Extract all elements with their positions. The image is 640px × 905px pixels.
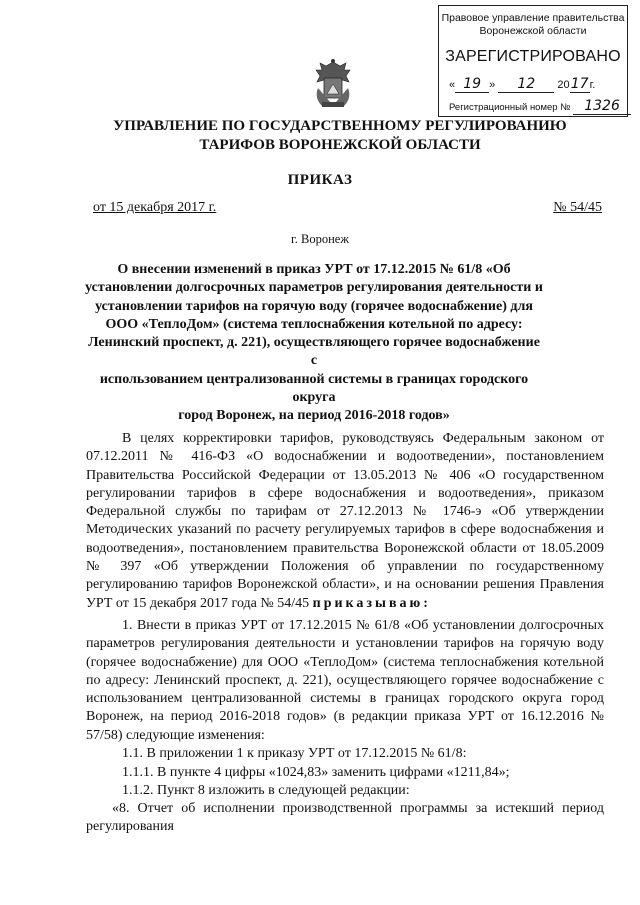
preamble-paragraph [86, 430, 604, 613]
stamp-reg-value: 1326 [573, 98, 631, 115]
item-8-line-1: «8. Отчет об исполнении производственной программы за истекший период [112, 801, 604, 816]
document-subject [84, 261, 544, 426]
organization-name-line-2: ТАРИФОВ ВОРОНЕЖСКОЙ ОБЛАСТИ [199, 137, 481, 153]
registration-stamp [438, 5, 628, 117]
stamp-date-year-prefix: 20 [557, 79, 570, 91]
subject-line: Ленинский проспект, д. 221), осуществляющего горячее водоснабжение с [88, 335, 540, 369]
stamp-date-suffix: г. [589, 79, 596, 91]
stamp-registered-label: ЗАРЕГИСТРИРОВАНО [445, 48, 621, 65]
subject-line: ООО «ТеплоДом» (система теплоснабжения котельной по адресу: [105, 316, 523, 332]
stamp-org-line: Воронежской области [479, 25, 587, 37]
stamp-date: « 19 » 12 2017г. [449, 76, 596, 92]
preamble-text: В целях корректировки тарифов, руководствуясь Федеральным законом от 07.12.2011 № 416-ФЗ «О водоснабжении и водоотведении», постановлением Правительства Российской Федерации от 13.05.2013 № 406 «О государственном регулировании тарифов в сфере водоснабжения и водоотведения», приказом Федеральной службы по тарифам от 27.12.2013 № 1746-э «Об утверждении Методических указаний по расчету регулируемых тарифов в сфере водоснабжения и водоотведения», постановлением правительства Воронежской области от 18.05.2009 № 397 «Об утверждении Положения об управлении по государственному регулированию тарифов Воронежской области», и на основании решения Правления УРТ от 15 декабря 2017 года № 54/45 [86, 431, 604, 611]
stamp-organization [439, 12, 627, 38]
stamp-reg-label: Регистрационный номер № [449, 102, 571, 113]
subject-line: использованием централизованной системы в границах городского округа [99, 371, 529, 406]
command-word: приказываю: [312, 595, 431, 611]
stamp-date-year-suffix: 17 [570, 76, 589, 92]
item-8-line-2: регулирования [86, 819, 174, 834]
subject-line: О внесении изменений в приказ УРТ от 17.12.2015 № 61/8 «Об [117, 262, 511, 277]
item-1-1-1: 1.1.1. В пункте 4 цифры «1024,83» заменить цифрами «1211,84»; [122, 765, 510, 780]
stamp-date-month: 12 [498, 76, 554, 93]
document-city: г. Воронеж [291, 232, 349, 246]
document-type: ПРИКАЗ [287, 172, 353, 188]
item-1-1: 1.1. В приложении 1 к приказу УРТ от 17.12.2015 № 61/8: [122, 746, 467, 761]
subject-line: город Воронеж, на период 2016-2018 годов» [178, 408, 450, 424]
stamp-date-day: 19 [455, 76, 489, 93]
item-1-paragraph: 1. Внести в приказ УРТ от 17.12.2015 № 61/8 «Об установлении долгосрочных параметров регулирования деятельности и установлении тарифов на горячую воду (горячее водоснабжение) для ООО «ТеплоДом» (система теплоснабжения котельной по адресу: Ленинский проспект, д. 221), осуществляющего горячее водоснабжение с использованием централизованной системы в границах городского округа город Воронеж, на период 2016-2018 годов» (в редакции приказа УРТ от 16.12.2016 № 57/58) следующие изменения: [86, 618, 604, 743]
subject-line: установлении тарифов на горячую воду (горячее водоснабжение) для [95, 298, 533, 314]
stamp-org-line: Правовое управление правительства [441, 12, 625, 24]
stamp-reg-number [449, 98, 621, 115]
coat-of-arms-icon [310, 58, 356, 110]
subject-line: установлении долгосрочных параметров регулирования деятельности и [85, 280, 543, 296]
document-number: № 54/45 [553, 200, 602, 215]
item-1-1-2: 1.1.2. Пункт 8 изложить в следующей редакции: [122, 783, 410, 798]
document-date: от 15 декабря 2017 г. [93, 200, 217, 215]
organization-name-line-1: УПРАВЛЕНИЕ ПО ГОСУДАРСТВЕННОМУ РЕГУЛИРОВАНИЮ [113, 118, 567, 134]
